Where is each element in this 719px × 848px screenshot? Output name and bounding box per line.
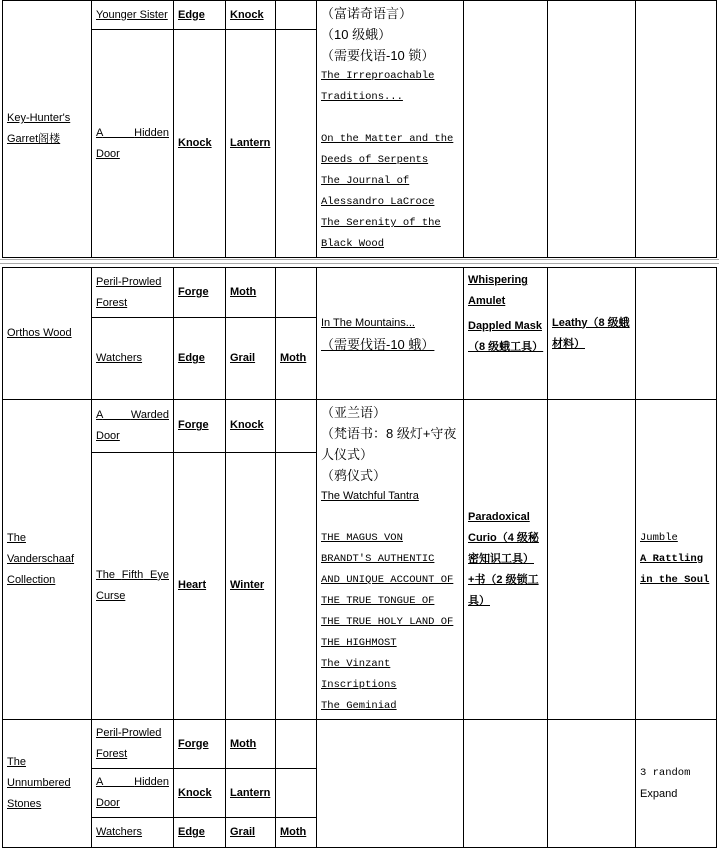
- aspect: Winter: [226, 452, 276, 719]
- books-cell: [317, 400, 464, 720]
- note: （需要伐语-10 蛾）: [321, 336, 435, 352]
- items-cell: [464, 268, 548, 400]
- materials: Leathy（8 级蛾材料）: [548, 268, 636, 400]
- encounter-name: A Warded Door: [92, 400, 174, 453]
- note: （鸦仪式）: [321, 468, 387, 483]
- extra: Jumble: [640, 532, 678, 544]
- table-key-hunters-garret: [2, 0, 717, 258]
- extra: A Rattling in the Soul: [640, 553, 710, 586]
- encounter-name: Peril-Prowled Forest: [92, 268, 174, 318]
- empty-cell: [548, 1, 636, 258]
- encounter-name: Watchers: [92, 818, 174, 848]
- empty-cell: [276, 400, 317, 453]
- extra: 3 random: [640, 766, 691, 779]
- extra-cell: [636, 400, 717, 720]
- location-name: Orthos Wood: [3, 268, 92, 400]
- empty-cell: [548, 720, 636, 848]
- book-title: The Journal of Alessandro LaCroce: [321, 175, 435, 208]
- empty-cell: [276, 769, 317, 818]
- aspect: Moth: [226, 268, 276, 318]
- aspect: Moth: [276, 818, 317, 848]
- book-title: The Geminiad: [321, 700, 397, 712]
- book-title: In The Mountains...: [321, 316, 415, 329]
- page-break: [0, 256, 719, 266]
- encounter-name: The Fifth Eye Curse: [92, 452, 174, 719]
- encounter-name: A Hidden Door: [92, 769, 174, 818]
- empty-cell: [636, 268, 717, 400]
- empty-cell: [464, 720, 548, 848]
- aspect: Heart: [174, 452, 226, 719]
- book-title: The Vinzant Inscriptions: [321, 658, 397, 691]
- table-locations: [2, 267, 717, 848]
- empty-cell: [276, 1, 317, 30]
- book-title: On the Matter and the Deeds of Serpents: [321, 133, 454, 166]
- books-cell: [317, 1, 464, 258]
- location-cell: The Unnumbered Stones: [3, 720, 92, 848]
- encounter-name: A Hidden Door: [92, 30, 174, 258]
- extra-cell: [636, 720, 717, 848]
- empty-cell: [548, 400, 636, 720]
- encounter-name: Watchers: [92, 318, 174, 400]
- aspect: Edge: [174, 818, 226, 848]
- empty-cell: [276, 452, 317, 719]
- aspect: Knock: [226, 400, 276, 453]
- empty-cell: [636, 1, 717, 258]
- book-title: The Watchful Tantra: [321, 490, 419, 502]
- aspect: Lantern: [226, 769, 276, 818]
- aspect: Knock: [174, 30, 226, 258]
- book-title: The Serenity of the Black Wood: [321, 217, 441, 250]
- aspect: Edge: [174, 1, 226, 30]
- note: （富诺奇语言）: [321, 6, 413, 21]
- aspect: Knock: [226, 1, 276, 30]
- items: Paradoxical Curio（4 级秘密知识工具）+书（2 级锁工具）: [464, 400, 548, 720]
- extra: Expand: [640, 787, 678, 800]
- note: （需要伐语-10 锁）: [321, 48, 435, 63]
- aspect: Forge: [174, 400, 226, 453]
- note: （10 级蛾）: [321, 27, 392, 42]
- aspect: Edge: [174, 318, 226, 400]
- books-cell: [317, 268, 464, 400]
- aspect: Grail: [226, 318, 276, 400]
- item: Whispering Amulet: [468, 274, 528, 307]
- aspect: Moth: [226, 720, 276, 769]
- empty-cell: [276, 30, 317, 258]
- book-title: THE MAGUS VON BRANDT'S AUTHENTIC AND UNIQUE ACCOUNT OF THE TRUE TONGUE OF THE TRUE HOLY LAND OF THE HIGHMOST: [321, 532, 454, 649]
- aspect: Forge: [174, 268, 226, 318]
- empty-cell: [464, 1, 548, 258]
- encounter-name: Younger Sister: [92, 1, 174, 30]
- empty-cell: [276, 268, 317, 318]
- aspect: Forge: [174, 720, 226, 769]
- location-name: Key-Hunter's: [7, 112, 71, 124]
- empty-cell: [276, 720, 317, 769]
- aspect: Lantern: [226, 30, 276, 258]
- location-cell: [3, 1, 92, 258]
- location-cell: The Vanderschaaf Collection: [3, 400, 92, 720]
- aspect: Knock: [174, 769, 226, 818]
- item: Dappled Mask （8 级蛾工具）: [468, 320, 544, 353]
- note: （梵语书：8 级灯+守夜人仪式）: [321, 426, 457, 462]
- aspect: Moth: [276, 318, 317, 400]
- location-name-cn: Garret阁楼: [7, 133, 61, 145]
- encounter-name: Peril-Prowled Forest: [92, 720, 174, 769]
- book-title: The Irreproachable Traditions...: [321, 70, 435, 103]
- empty-cell: [317, 720, 464, 848]
- note: （亚兰语）: [321, 405, 387, 420]
- aspect: Grail: [226, 818, 276, 848]
